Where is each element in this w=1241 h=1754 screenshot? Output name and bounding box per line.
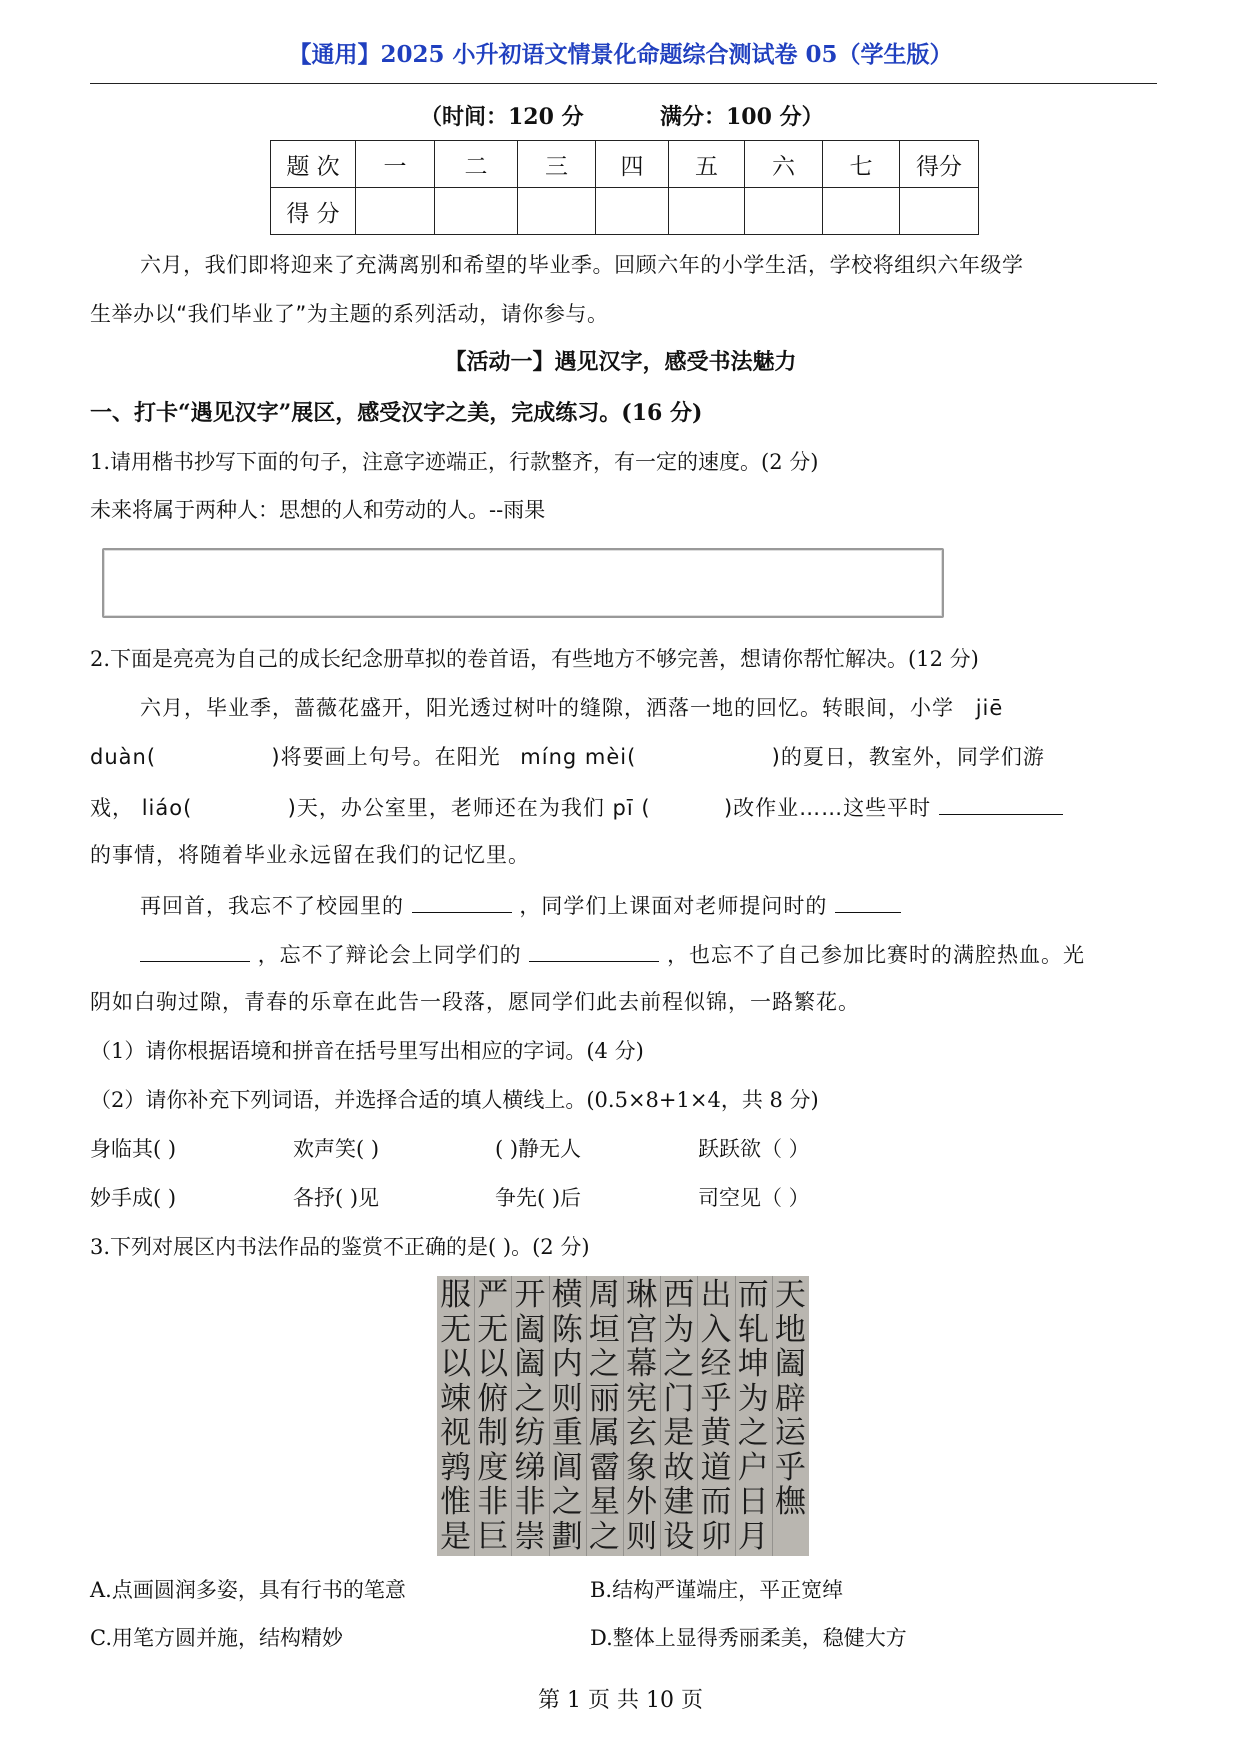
calligraphy-column: 严无以俯制度非巨 (477, 1277, 509, 1555)
q2-text: )将要画上句号。在阳光 (271, 745, 501, 769)
score-table-cell: 六 (745, 141, 823, 188)
exam-full-score: 满分：100 分） (660, 104, 824, 130)
score-input-cell[interactable] (518, 188, 596, 235)
score-table-cell: 二 (435, 141, 518, 188)
calligraphy-column: 而轧坤为之户日月 (737, 1277, 769, 1555)
q2-text: ，忘不了辩论会上同学们的 (257, 943, 522, 967)
score-table-cell: 一 (356, 141, 435, 188)
calligraphy-column: 出入经乎黄道而卯 (700, 1277, 732, 1555)
pinyin-pi: pī ( (612, 796, 651, 820)
score-input-cell[interactable] (823, 188, 900, 235)
question-1-prompt: 1.请用楷书抄写下面的句子，注意字迹端正，行款整齐，有一定的速度。(2 分) (90, 450, 819, 474)
fill-blank-line[interactable] (529, 941, 659, 962)
score-input-cell[interactable] (435, 188, 518, 235)
q2-paragraph-1-line-4: 的事情，将随着毕业永远留在我们的记忆里。 (90, 843, 530, 867)
score-table (270, 140, 979, 235)
calligraphy-column: 周垣之丽属霤星之 (588, 1277, 620, 1555)
q2-sub-question-2: （2）请你补充下列词语，并选择合适的填人横线上。(0.5×8+1×4，共 8 分) (90, 1088, 819, 1112)
q2-paragraph-1-line-2 (90, 745, 1045, 769)
score-table-cell: 得分 (900, 141, 979, 188)
word-item[interactable]: 欢声笑( ) (293, 1137, 380, 1161)
option-a[interactable]: A.点画圆润多姿，具有行书的笔意 (90, 1578, 406, 1602)
calligraphy-grid-line (511, 1276, 512, 1556)
calligraphy-column: 横陈内则重阊之劃 (551, 1277, 583, 1555)
score-table-score-row (271, 188, 979, 235)
option-d[interactable]: D.整体上显得秀丽柔美，稳健大方 (590, 1626, 907, 1650)
word-item[interactable]: 争先( )后 (495, 1186, 582, 1210)
score-input-cell[interactable] (745, 188, 823, 235)
fill-blank-line[interactable] (835, 892, 901, 913)
intro-line-2: 生举办以“我们毕业了”为主题的系列活动，请你参与。 (90, 302, 609, 326)
word-item[interactable]: 妙手成( ) (90, 1186, 177, 1210)
exam-time: （时间：120 分 (420, 104, 584, 130)
score-input-cell[interactable] (596, 188, 669, 235)
calligraphy-grid-line (586, 1276, 587, 1556)
header-rule (90, 83, 1157, 84)
q2-paragraph-1-line-1 (140, 696, 1003, 720)
word-item[interactable]: 身临其( ) (90, 1137, 177, 1161)
score-input-cell[interactable] (669, 188, 745, 235)
question-1-quote: 未来将属于两种人：思想的人和劳动的人。--雨果 (90, 498, 546, 522)
word-item[interactable]: 跃跃欲（ ） (698, 1137, 810, 1161)
fill-blank-line[interactable] (140, 941, 250, 962)
q2-text: )改作业……这些平时 (723, 796, 932, 820)
q2-text: )天，办公室里，老师还在为我们 (287, 796, 605, 820)
score-table-header-row (271, 141, 979, 188)
score-table-cell: 七 (823, 141, 900, 188)
score-table-cell: 三 (518, 141, 596, 188)
calligraphy-image (437, 1276, 809, 1556)
calligraphy-grid-line (660, 1276, 661, 1556)
pinyin-liao: liáo( (141, 796, 193, 820)
q2-text: 再回首，我忘不了校园里的 (140, 894, 404, 918)
q2-text: 戏， (90, 796, 134, 820)
score-table-cell: 四 (596, 141, 669, 188)
word-item[interactable]: 各抒( )见 (293, 1186, 380, 1210)
fill-blank-line[interactable] (939, 794, 1063, 815)
calligraphy-grid-line (697, 1276, 698, 1556)
q2-paragraph-2-line-1 (140, 892, 901, 918)
option-c[interactable]: C.用笔方圆并施，结构精妙 (90, 1626, 343, 1650)
q2-text: 六月，毕业季，蔷薇花盛开，阳光透过树叶的缝隙，洒落一地的回忆。转眼间，小学 (140, 696, 954, 720)
calligraphy-grid-line (772, 1276, 773, 1556)
score-table-cell: 得 分 (271, 188, 356, 235)
score-input-cell[interactable] (356, 188, 435, 235)
document-header-title: 【通用】2025 小升初语文情景化命题综合测试卷 05（学生版） (288, 41, 953, 68)
q2-text: ，也忘不了自己参加比赛时的满腔热血。光 (667, 943, 1086, 967)
question-3-prompt: 3.下列对展区内书法作品的鉴赏不正确的是( )。(2 分) (90, 1235, 590, 1259)
pinyin-mingmei: míng mèi( (520, 745, 637, 769)
q2-paragraph-2-line-2 (140, 941, 1085, 967)
calligraphy-grid-line (474, 1276, 475, 1556)
word-item[interactable]: 司空见（ ） (698, 1186, 810, 1210)
q2-text: )的夏日，教室外，同学们游 (771, 745, 1045, 769)
q2-sub-question-1: （1）请你根据语境和拼音在括号里写出相应的字词。(4 分) (90, 1039, 644, 1063)
copy-answer-box[interactable] (102, 548, 944, 618)
page-footer: 第 1 页 共 10 页 (538, 1688, 703, 1713)
pinyin-duan: duàn( (90, 745, 157, 769)
q2-paragraph-1-line-3 (90, 794, 1063, 820)
pinyin-jieduan: jiē (975, 696, 1004, 720)
section-1-title: 一、打卡“遇见汉字”展区，感受汉字之美，完成练习。(16 分) (90, 400, 703, 426)
activity-1-title: 【活动一】遇见汉字，感受书法魅力 (444, 349, 797, 375)
calligraphy-column: 琳宫幕宪玄象外则 (626, 1277, 658, 1555)
calligraphy-column: 西为之门是故建设 (663, 1277, 695, 1555)
score-table-cell: 题 次 (271, 141, 356, 188)
calligraphy-grid-line (623, 1276, 624, 1556)
score-input-cell[interactable] (900, 188, 979, 235)
calligraphy-grid-line (735, 1276, 736, 1556)
calligraphy-column: 开阖阖之纺绨非崇 (514, 1277, 546, 1555)
option-b[interactable]: B.结构严谨端庄，平正宽绰 (590, 1578, 844, 1602)
calligraphy-column: 天地阖辟运乎橅 (774, 1277, 806, 1520)
calligraphy-column: 服无以竦视鹑惟是 (440, 1277, 472, 1555)
q2-text: ，同学们上课面对老师提问时的 (519, 894, 828, 918)
intro-line-1: 六月，我们即将迎来了充满离别和希望的毕业季。回顾六年的小学生活，学校将组织六年级学 (140, 253, 1024, 277)
word-item[interactable]: ( )静无人 (495, 1137, 582, 1161)
q2-paragraph-2-line-3: 阴如白驹过隙，青春的乐章在此告一段落，愿同学们此去前程似锦，一路繁花。 (90, 990, 860, 1014)
question-2-prompt: 2.下面是亮亮为自己的成长纪念册草拟的卷首语，有些地方不够完善，想请你帮忙解决。(12 分) (90, 647, 979, 671)
calligraphy-grid-line (549, 1276, 550, 1556)
fill-blank-line[interactable] (412, 892, 512, 913)
score-table-cell: 五 (669, 141, 745, 188)
